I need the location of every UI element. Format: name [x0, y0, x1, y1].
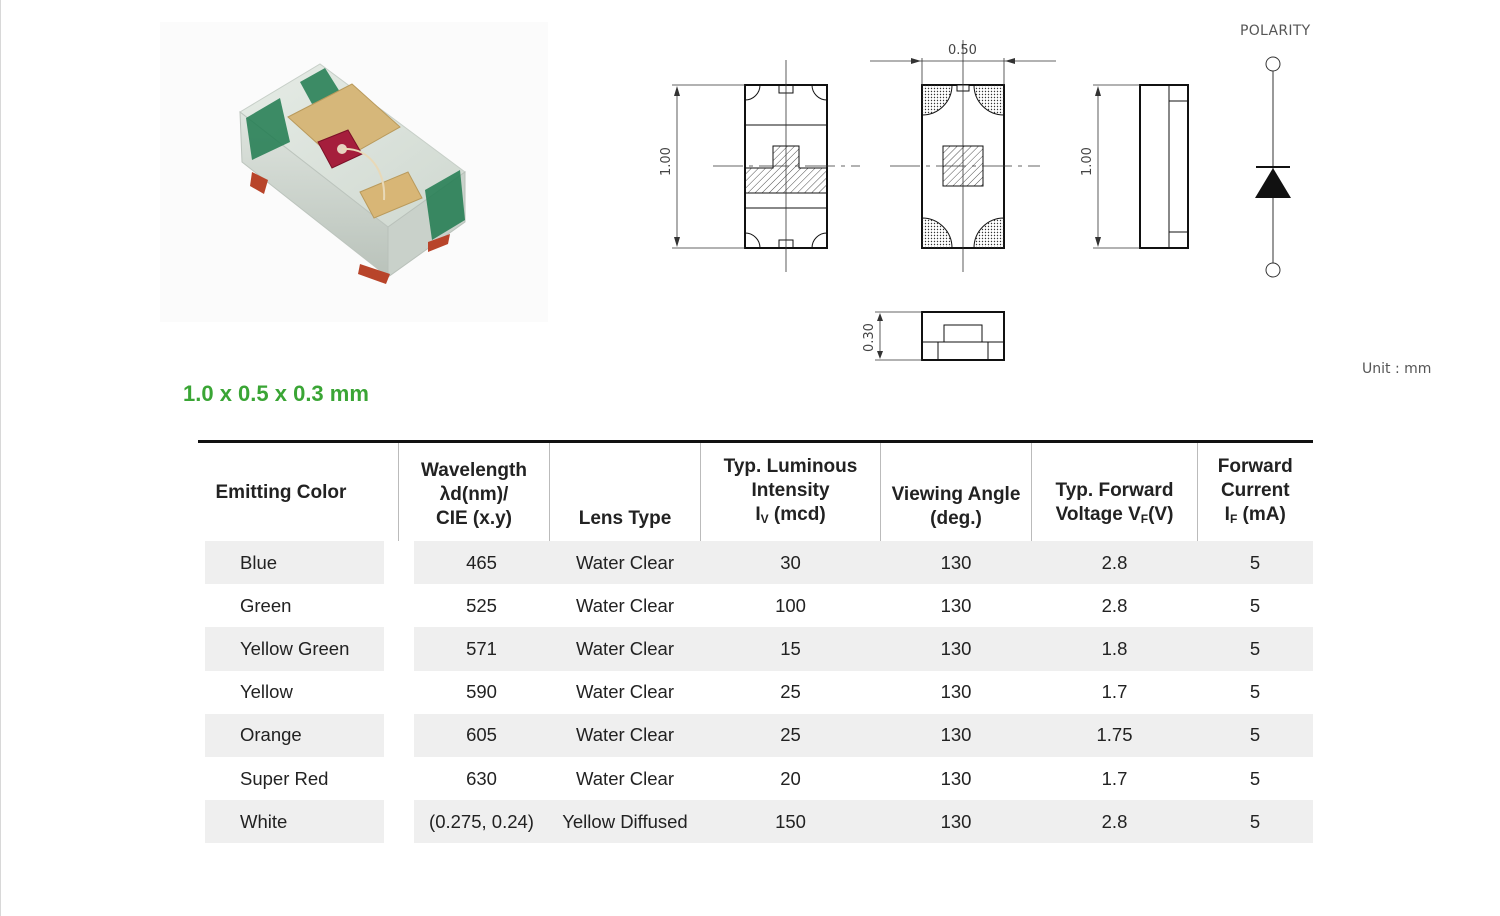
cell-current: 5: [1249, 681, 1261, 703]
led-chip-illustration: [160, 22, 548, 322]
cell-wavelength: (0.275, 0.24): [399, 800, 550, 843]
cell-color: Yellow: [198, 671, 399, 714]
table-row: [198, 800, 1313, 843]
cell-lens: Water Clear: [575, 594, 674, 616]
cell-current: 5: [1198, 627, 1313, 670]
cell-wavelength: 525: [466, 594, 497, 616]
cell-lens: Yellow Diffused: [550, 800, 701, 843]
spec-table: [190, 440, 1313, 843]
cell-wavelength: 590: [466, 681, 497, 703]
cell-voltage: 2.8: [1032, 800, 1198, 843]
led-product-photo: [160, 22, 548, 322]
cell-intensity: 25: [780, 681, 801, 703]
cell-lens: Water Clear: [550, 541, 701, 584]
unit-label: Unit : mm: [1362, 361, 1432, 377]
cell-lens: Water Clear: [575, 767, 674, 789]
header-lens-type: Lens Type: [550, 442, 701, 542]
page-edge: [0, 0, 1, 916]
cell-current: 5: [1198, 541, 1313, 584]
cell-current: 5: [1249, 767, 1261, 789]
cell-color: White: [198, 800, 399, 843]
cell-voltage: 1.8: [1032, 627, 1198, 670]
cell-current: 5: [1198, 714, 1313, 757]
polarity-label: POLARITY: [1240, 23, 1311, 39]
cell-voltage: 2.8: [1101, 594, 1128, 616]
header-viewing-angle: Viewing Angle (deg.): [881, 442, 1032, 542]
cell-lens: Water Clear: [550, 714, 701, 757]
cell-current: 5: [1198, 800, 1313, 843]
table-row: [198, 584, 1313, 627]
header-forward-voltage: Typ. Forward Voltage $V_F(V)$: [1032, 442, 1198, 542]
cell-wavelength: 571: [399, 627, 550, 670]
table-row: [198, 757, 1313, 800]
side-view: [1080, 85, 1188, 248]
cell-current: 5: [1249, 594, 1261, 616]
cell-wavelength: 630: [466, 767, 497, 789]
table-header-row: [198, 442, 1313, 542]
cell-wavelength: 605: [399, 714, 550, 757]
table-row: [198, 541, 1313, 584]
header-luminous-intensity: Typ. Luminous Intensity $I_V$ (mcd): [701, 442, 881, 542]
thickness-view: [862, 312, 1004, 360]
cell-angle: 130: [881, 627, 1032, 670]
technical-drawing: [640, 18, 1340, 368]
cell-lens: Water Clear: [575, 681, 674, 703]
thickness-label: 0.30: [862, 323, 877, 352]
cell-angle: 130: [940, 594, 972, 616]
side-height-label: 1.00: [1080, 147, 1095, 176]
size-title: 1.0 x 0.5 x 0.3 mm: [183, 381, 369, 406]
polarity-diode-symbol: [1255, 57, 1291, 277]
cell-angle: 130: [940, 681, 972, 703]
width-label: 0.50: [948, 43, 977, 58]
front-view: [659, 60, 860, 272]
header-emitting-color: Emitting Color: [215, 482, 347, 503]
cell-intensity: 100: [775, 594, 806, 616]
cell-intensity: 20: [780, 767, 801, 789]
cell-angle: 130: [881, 800, 1032, 843]
cell-angle: 130: [940, 767, 972, 789]
cell-voltage: 2.8: [1032, 541, 1198, 584]
cell-color: Green: [198, 584, 399, 627]
cell-intensity: 30: [701, 541, 881, 584]
cell-intensity: 15: [701, 627, 881, 670]
back-view: [870, 40, 1056, 272]
cell-wavelength: 465: [399, 541, 550, 584]
cell-color: Super Red: [198, 757, 399, 800]
table-row: [198, 714, 1313, 757]
cell-lens: Water Clear: [550, 627, 701, 670]
cell-intensity: 150: [701, 800, 881, 843]
cell-color: Yellow Green: [198, 627, 399, 670]
cell-color: Blue: [198, 541, 399, 584]
cell-color: Orange: [198, 714, 399, 757]
cell-voltage: 1.7: [1101, 767, 1128, 789]
table-row: [198, 627, 1313, 670]
table-row: [198, 671, 1313, 714]
cell-intensity: 25: [701, 714, 881, 757]
cell-angle: 130: [881, 541, 1032, 584]
header-wavelength: Wavelength λd(nm)/ CIE (x.y): [399, 442, 550, 542]
front-height-label: 1.00: [659, 147, 674, 176]
cell-voltage: 1.75: [1032, 714, 1198, 757]
cell-angle: 130: [881, 714, 1032, 757]
cell-voltage: 1.7: [1101, 681, 1128, 703]
header-forward-current: Forward Current $I_F$ (mA): [1198, 442, 1313, 542]
